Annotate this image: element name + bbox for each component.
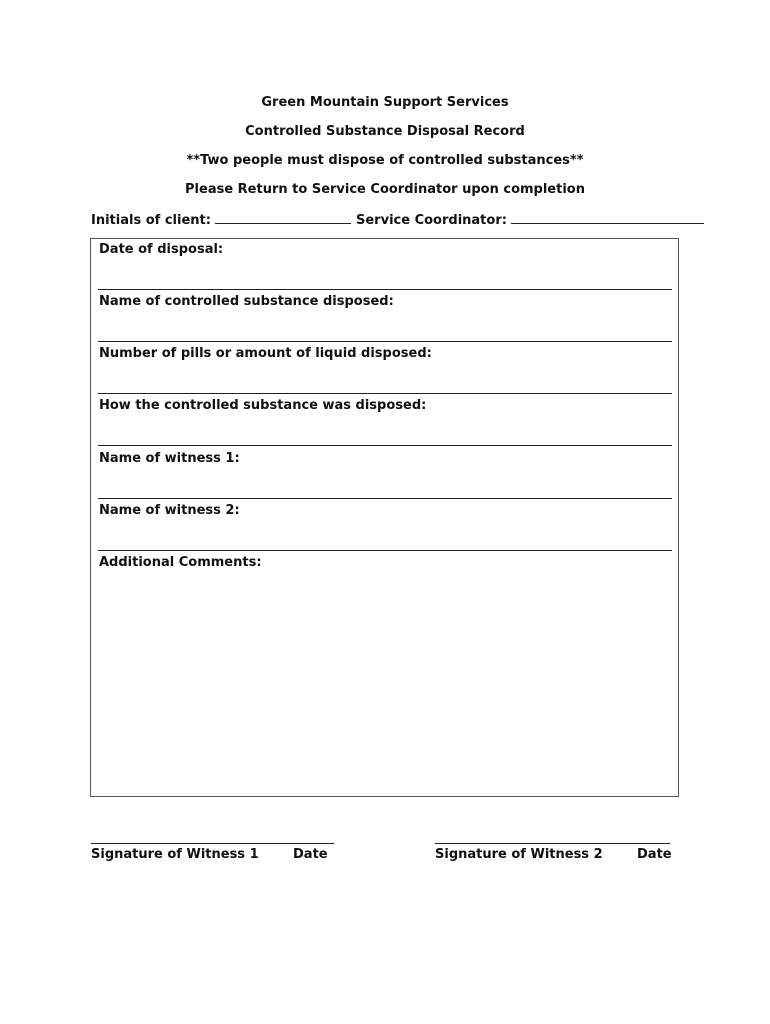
- witness2-signature-line[interactable]: [435, 843, 670, 844]
- amount-disposed-label: Number of pills or amount of liquid disposed:: [99, 346, 432, 361]
- disposal-method-label: How the controlled substance was disposed:: [99, 398, 427, 413]
- disposal-form-box: [90, 238, 679, 797]
- return-instruction: Please Return to Service Coordinator upon completion: [185, 182, 585, 197]
- additional-comments-label: Additional Comments:: [99, 555, 262, 570]
- client-initials-label: Initials of client:: [91, 213, 211, 228]
- disposal-method-line[interactable]: [98, 445, 672, 446]
- witness1-signature-line[interactable]: [91, 843, 334, 844]
- substance-name-line[interactable]: [98, 341, 672, 342]
- witness1-name-line[interactable]: [98, 498, 672, 499]
- disposal-notice: **Two people must dispose of controlled substances**: [186, 153, 584, 168]
- witness1-signature-label: Signature of Witness 1: [91, 847, 259, 862]
- witness2-date-label: Date: [637, 847, 672, 862]
- witness1-date-label: Date: [293, 847, 328, 862]
- client-initials-blank[interactable]: [215, 211, 351, 224]
- form-title: Controlled Substance Disposal Record: [245, 124, 525, 139]
- date-of-disposal-label: Date of disposal:: [99, 242, 224, 257]
- header-fields-row: [91, 211, 704, 229]
- additional-comments-area[interactable]: [98, 575, 672, 789]
- witness2-signature-label: Signature of Witness 2: [435, 847, 603, 862]
- service-coordinator-label: Service Coordinator:: [356, 213, 507, 228]
- date-of-disposal-line[interactable]: [98, 289, 672, 290]
- witness1-name-label: Name of witness 1:: [99, 451, 240, 466]
- witness2-name-label: Name of witness 2:: [99, 503, 240, 518]
- amount-disposed-line[interactable]: [98, 393, 672, 394]
- organization-title: Green Mountain Support Services: [261, 95, 509, 110]
- substance-name-label: Name of controlled substance disposed:: [99, 294, 394, 309]
- service-coordinator-blank[interactable]: [511, 211, 704, 224]
- witness2-name-line[interactable]: [98, 550, 672, 551]
